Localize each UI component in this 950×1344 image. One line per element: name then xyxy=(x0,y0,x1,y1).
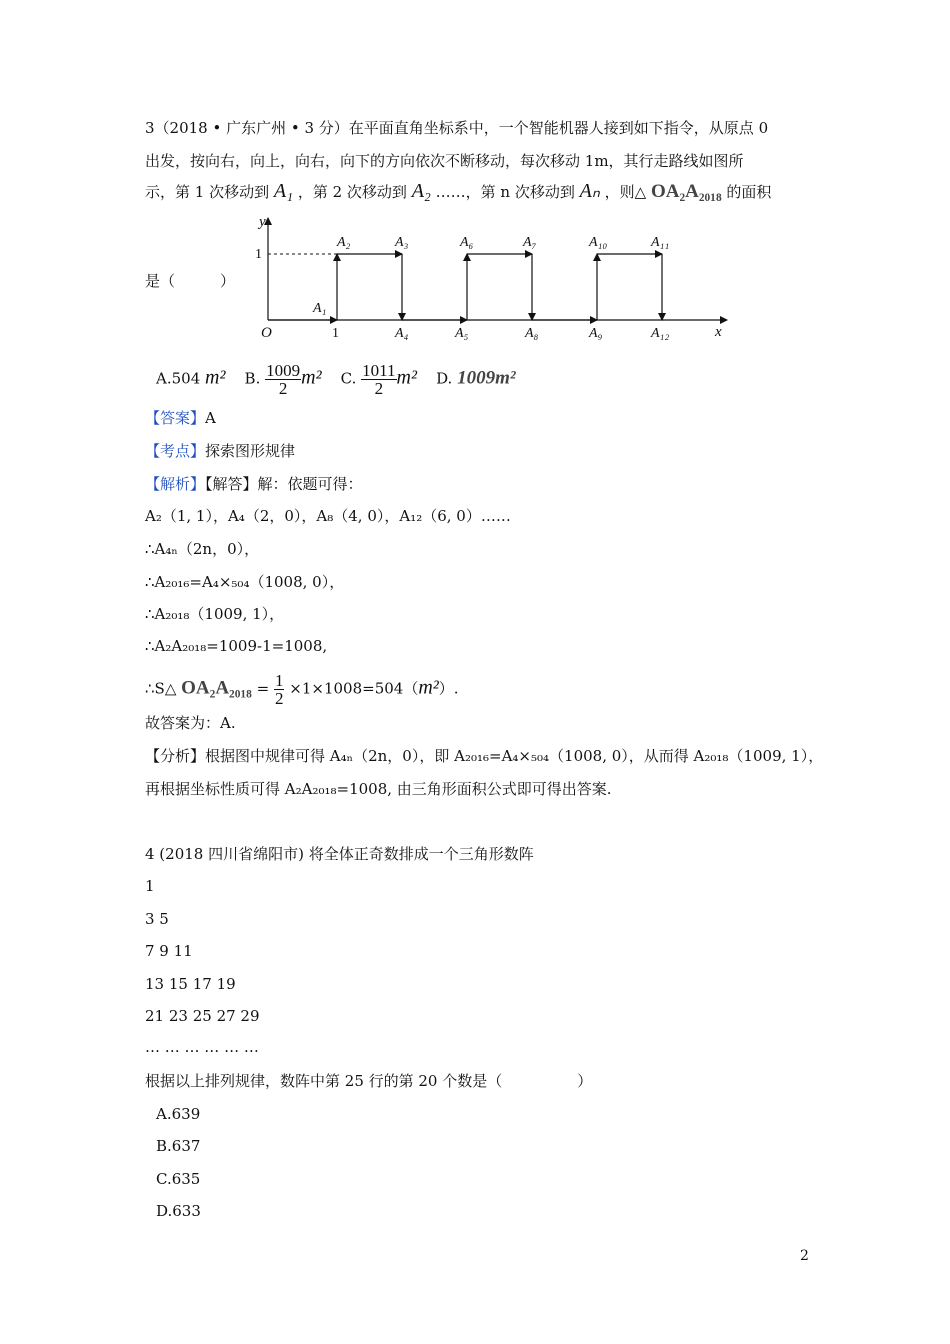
label-a8: A₈ xyxy=(525,326,539,341)
solution-line-3: ∴A₂₀₁₆=A₄×₅₀₄（1008, 0）， xyxy=(145,573,345,591)
label-one-y: 1 xyxy=(255,247,262,262)
option-c: C. xyxy=(340,369,357,388)
q3-line-4: 是（ ） xyxy=(145,272,236,290)
q4-row-5: 21 23 25 27 29 xyxy=(145,1007,260,1025)
label-a12: A₁₂ xyxy=(651,326,670,341)
q4-row-2: 3 5 xyxy=(145,910,169,928)
label-a1: A₁ xyxy=(313,301,327,316)
label-a10: A₁₀ xyxy=(589,235,608,250)
solution-line-6: ∴S△ OA₂A₂₀₁₈ = $\frac{1}{2}$ ×1×1008=504（m²）. xyxy=(145,671,459,708)
math-a2: A₂ xyxy=(411,180,431,202)
q4-row-1: 1 xyxy=(145,877,155,895)
page-number: 2 xyxy=(800,1248,809,1264)
label-y: y xyxy=(259,214,266,230)
math-a1: A₁ xyxy=(273,180,294,202)
option-d: D. xyxy=(436,369,453,388)
label-a9: A₉ xyxy=(589,326,603,341)
math-triangle: OA₂A₂₀₁₈ xyxy=(650,181,722,202)
analysis-summary-2: 再根据坐标性质可得 A₂A₂₀₁₈=1008, 由三角形面积公式即可得出答案. xyxy=(145,780,612,798)
label-x: x xyxy=(715,324,722,340)
math-an: Aₙ xyxy=(579,180,600,202)
solution-line-1: A₂（1, 1），A₄（2，0），A₈（4, 0），A₁₂（6, 0）…… xyxy=(145,507,511,525)
q4-option-c: C.635 xyxy=(156,1170,201,1188)
option-b-fraction: $\frac{1009}{2}$ xyxy=(266,361,301,398)
label-a11: A₁₁ xyxy=(651,235,670,250)
q4-row-3: 7 9 11 xyxy=(145,942,193,960)
q4-row-4: 13 15 17 19 xyxy=(145,975,236,993)
analysis-summary-1: 【分析】根据图中规律可得 A₄ₙ（2n，0），即 A₂₀₁₆=A₄×₅₀₄（1008, 0），从而得 A₂₀₁₈（1009, 1）， xyxy=(145,747,824,765)
label-a2: A₂ xyxy=(337,235,351,250)
half-fraction: $\frac{1}{2}$ xyxy=(274,671,284,708)
q4-option-a: A.639 xyxy=(156,1105,201,1123)
solution-line-7: 故答案为：A. xyxy=(145,714,236,732)
label-one-x: 1 xyxy=(332,326,339,341)
label-origin: O xyxy=(261,325,272,341)
solution-line-5: ∴A₂A₂₀₁₈=1009-1=1008, xyxy=(145,637,328,655)
analysis-line: 【解析】【解答】解：依题可得： xyxy=(145,475,363,493)
label-a3: A₃ xyxy=(395,235,409,250)
label-a7: A₇ xyxy=(523,235,537,250)
q4-option-b: B.637 xyxy=(156,1137,201,1155)
solution-line-2: ∴A₄ₙ（2n，0）， xyxy=(145,540,260,558)
q4-row-ellipsis: … … … … … … xyxy=(145,1038,259,1056)
label-a4: A₄ xyxy=(395,326,409,341)
coordinate-graph xyxy=(255,212,735,342)
label-a6: A₆ xyxy=(460,235,474,250)
q4-question: 根据以上排列规律，数阵中第 25 行的第 20 个数是（ ） xyxy=(145,1072,593,1090)
option-a: A.504 xyxy=(156,369,201,388)
option-c-fraction: $\frac{1011}{2}$ xyxy=(362,361,396,398)
q4-option-d: D.633 xyxy=(156,1202,201,1220)
q3-options: A.504 m² B. $\frac{1009}{2}$ m² C. $\frac{1011}{2}$ m² D. 1009m² xyxy=(156,361,516,398)
q3-line-2: 出发，按向右，向上，向右，向下的方向依次不断移动，每次移动 1m，其行走路线如图所 xyxy=(145,152,744,170)
option-b: B. xyxy=(244,369,261,388)
q3-line-1: 3（2018 • 广东广州 • 3 分）在平面直角坐标系中，一个智能机器人接到如下指令，从原点 0 xyxy=(145,119,769,137)
solution-line-4: ∴A₂₀₁₈（1009, 1）， xyxy=(145,605,285,623)
keypoint-line: 【考点】探索图形规律 xyxy=(145,442,296,460)
label-a5: A₅ xyxy=(455,326,469,341)
answer-line: 【答案】A xyxy=(145,409,216,427)
q4-title: 4 (2018 四川省绵阳市) 将全体正奇数排成一个三角形数阵 xyxy=(145,845,534,863)
q3-line-3: 示，第 1 次移动到 A₁ ，第 2 次移动到 A₂ ……，第 n 次移动到 Aₙ ，则△ OA₂A₂₀₁₈ 的面积 xyxy=(145,180,772,202)
